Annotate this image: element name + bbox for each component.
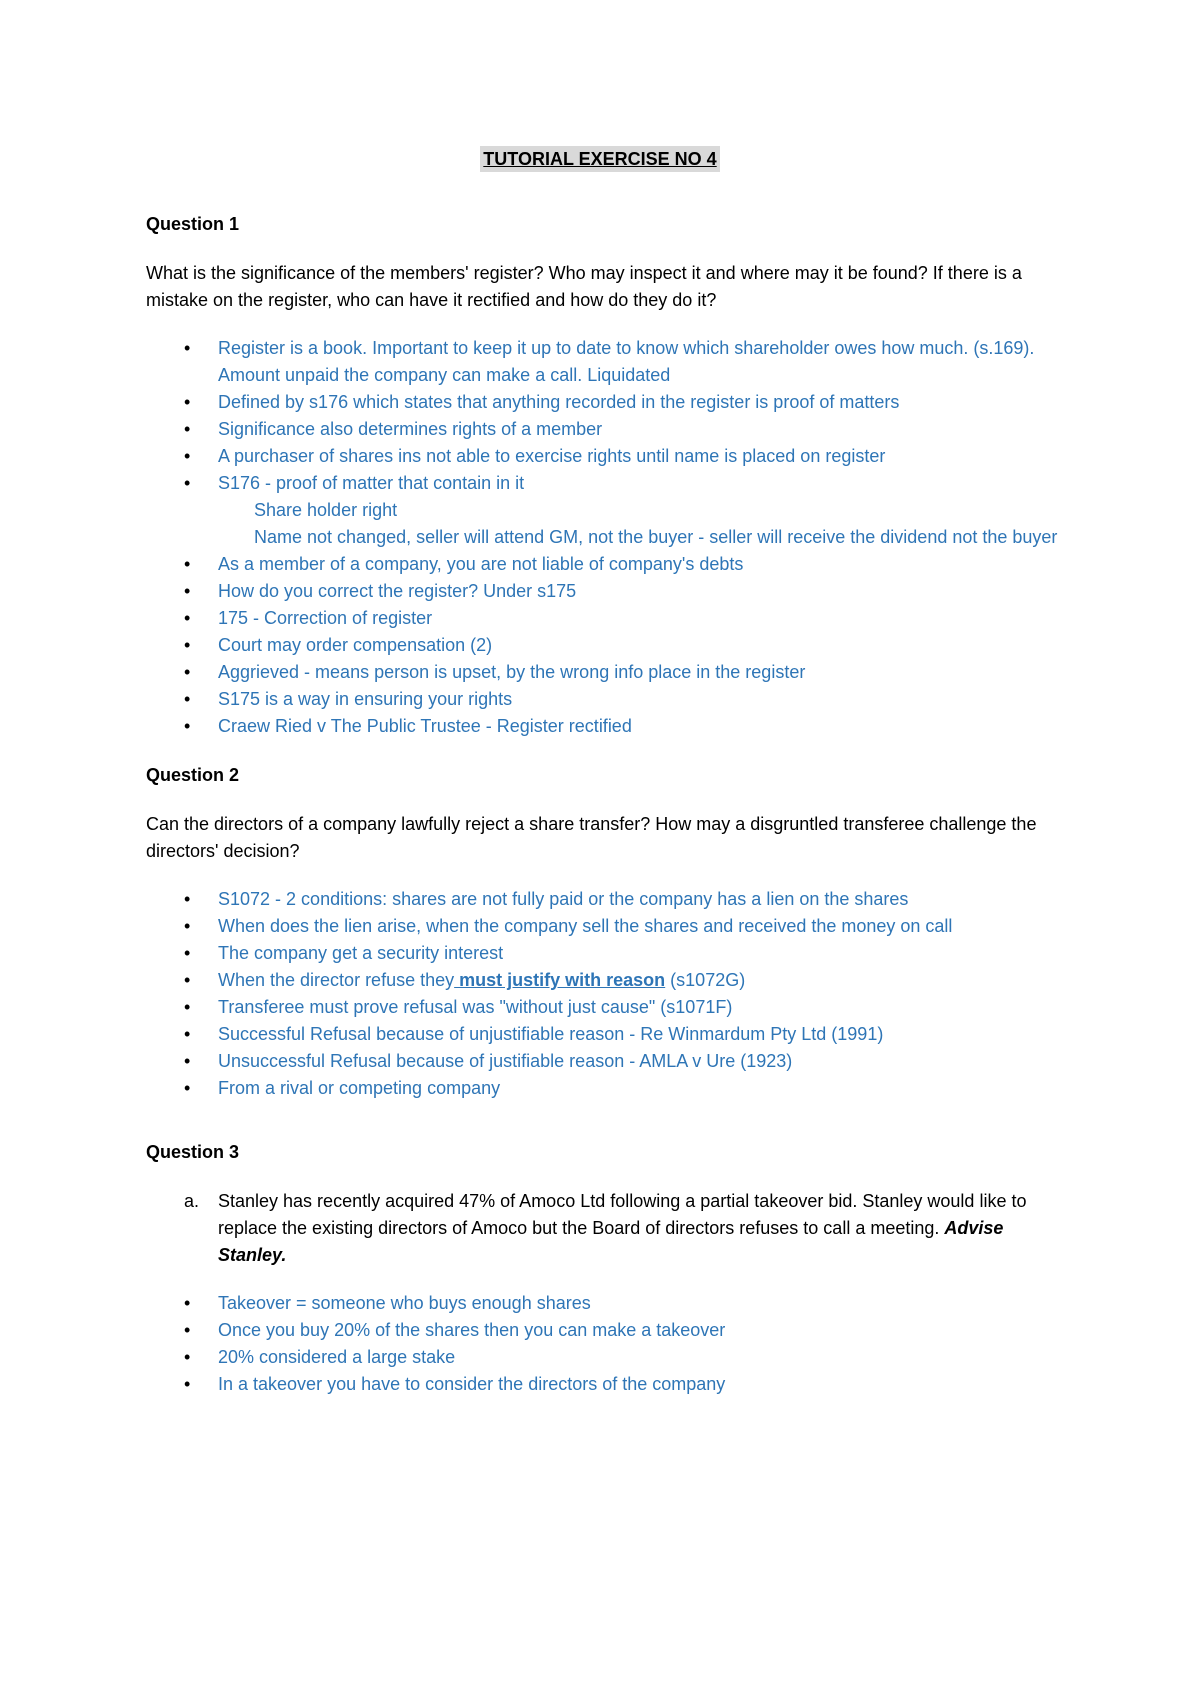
bullet-icon: • — [184, 473, 191, 493]
emphasis-text: must justify with reason — [454, 970, 666, 990]
question-1-text: What is the significance of the members' register? Who may inspect it and where may it be found? If there is a mistake on the register, who can have it rectified and how do they do it? — [146, 263, 1022, 310]
bullet-icon: • — [184, 581, 191, 601]
bullet-icon: • — [184, 608, 191, 628]
question-2-notes — [146, 886, 1066, 1102]
list-item: • From a rival or competing company — [146, 1075, 1066, 1102]
list-item: • S1072 - 2 conditions: shares are not fully paid or the company has a lien on the shares — [146, 886, 1066, 913]
list-item: • Takeover = someone who buys enough shares — [146, 1290, 1066, 1317]
list-item: • A purchaser of shares ins not able to exercise rights until name is placed on register — [146, 443, 1066, 470]
bullet-icon: • — [184, 943, 191, 963]
bullet-icon: • — [184, 446, 191, 466]
list-item: • When the director refuse they must justify with reason (s1072G) — [146, 967, 1066, 994]
bullet-icon: • — [184, 662, 191, 682]
question-2-heading: Question 2 — [146, 765, 240, 785]
list-item: • How do you correct the register? Under s175 — [146, 578, 1066, 605]
list-item: • 20% considered a large stake — [146, 1344, 1066, 1371]
list-item: • Aggrieved - means person is upset, by the wrong info place in the register — [146, 659, 1066, 686]
question-2-text: Can the directors of a company lawfully reject a share transfer? How may a disgruntled transferee challenge the directors' decision? — [146, 814, 1037, 861]
title-wrap — [0, 146, 1200, 172]
bullet-icon: • — [184, 916, 191, 936]
list-item: • S176 - proof of matter that contain in it Share holder right Name not changed, seller will attend GM, not the buyer - seller will receive the dividend not the buyer — [146, 470, 1066, 551]
question-1-notes — [146, 335, 1066, 740]
list-item: • The company get a security interest — [146, 940, 1066, 967]
bullet-icon: • — [184, 1347, 191, 1367]
bullet-icon: • — [184, 338, 191, 358]
list-item: • Successful Refusal because of unjustifiable reason - Re Winmardum Pty Ltd (1991) — [146, 1021, 1066, 1048]
bullet-icon: • — [184, 1374, 191, 1394]
advise-text: Advise Stanley. — [218, 1218, 1004, 1265]
list-item: • Defined by s176 which states that anything recorded in the register is proof of matters — [146, 389, 1066, 416]
list-item: • Unsuccessful Refusal because of justifiable reason - AMLA v Ure (1923) — [146, 1048, 1066, 1075]
sub-line: Name not changed, seller will attend GM, not the buyer - seller will receive the dividend not the buyer — [254, 527, 1058, 547]
bullet-icon: • — [184, 1024, 191, 1044]
list-item: • Transferee must prove refusal was "without just cause" (s1071F) — [146, 994, 1066, 1021]
list-item: • In a takeover you have to consider the directors of the company — [146, 1371, 1066, 1398]
bullet-icon: • — [184, 1293, 191, 1313]
list-item: • Court may order compensation (2) — [146, 632, 1066, 659]
bullet-icon: • — [184, 970, 191, 990]
bullet-icon: • — [184, 689, 191, 709]
sub-line: Share holder right — [254, 500, 398, 520]
list-item: • Once you buy 20% of the shares then you can make a takeover — [146, 1317, 1066, 1344]
list-item: • Register is a book. Important to keep it up to date to know which shareholder owes how much. (s.169). Amount unpaid the company can make a call. Liquidated — [146, 335, 1066, 389]
page-title: TUTORIAL EXERCISE NO 4 — [480, 146, 719, 172]
list-item: • 175 - Correction of register — [146, 605, 1066, 632]
bullet-icon: • — [184, 392, 191, 412]
bullet-icon: • — [184, 1320, 191, 1340]
bullet-icon: • — [184, 635, 191, 655]
bullet-icon: • — [184, 997, 191, 1017]
bullet-icon: • — [184, 419, 191, 439]
list-item: • When does the lien arise, when the company sell the shares and received the money on call — [146, 913, 1066, 940]
question-3-text: Stanley has recently acquired 47% of Amoco Ltd following a partial takeover bid. Stanley would like to replace the existing directors of Amoco but the Board of directors refuses to call a meeting. Advise Stanley. — [218, 1191, 1027, 1265]
question-3-part-a — [146, 1188, 1066, 1269]
list-marker: a. — [184, 1191, 200, 1211]
bullet-icon: • — [184, 1051, 191, 1071]
list-item: • As a member of a company, you are not liable of company's debts — [146, 551, 1066, 578]
bullet-icon: • — [184, 716, 191, 736]
bullet-icon: • — [184, 889, 191, 909]
list-item: • Craew Ried v The Public Trustee - Register rectified — [146, 713, 1066, 740]
list-item: • S175 is a way in ensuring your rights — [146, 686, 1066, 713]
question-3-notes — [146, 1290, 1066, 1398]
question-3-heading: Question 3 — [146, 1142, 240, 1162]
question-1-heading: Question 1 — [146, 214, 240, 234]
bullet-icon: • — [184, 554, 191, 574]
list-item: • Significance also determines rights of a member — [146, 416, 1066, 443]
bullet-icon: • — [184, 1078, 191, 1098]
